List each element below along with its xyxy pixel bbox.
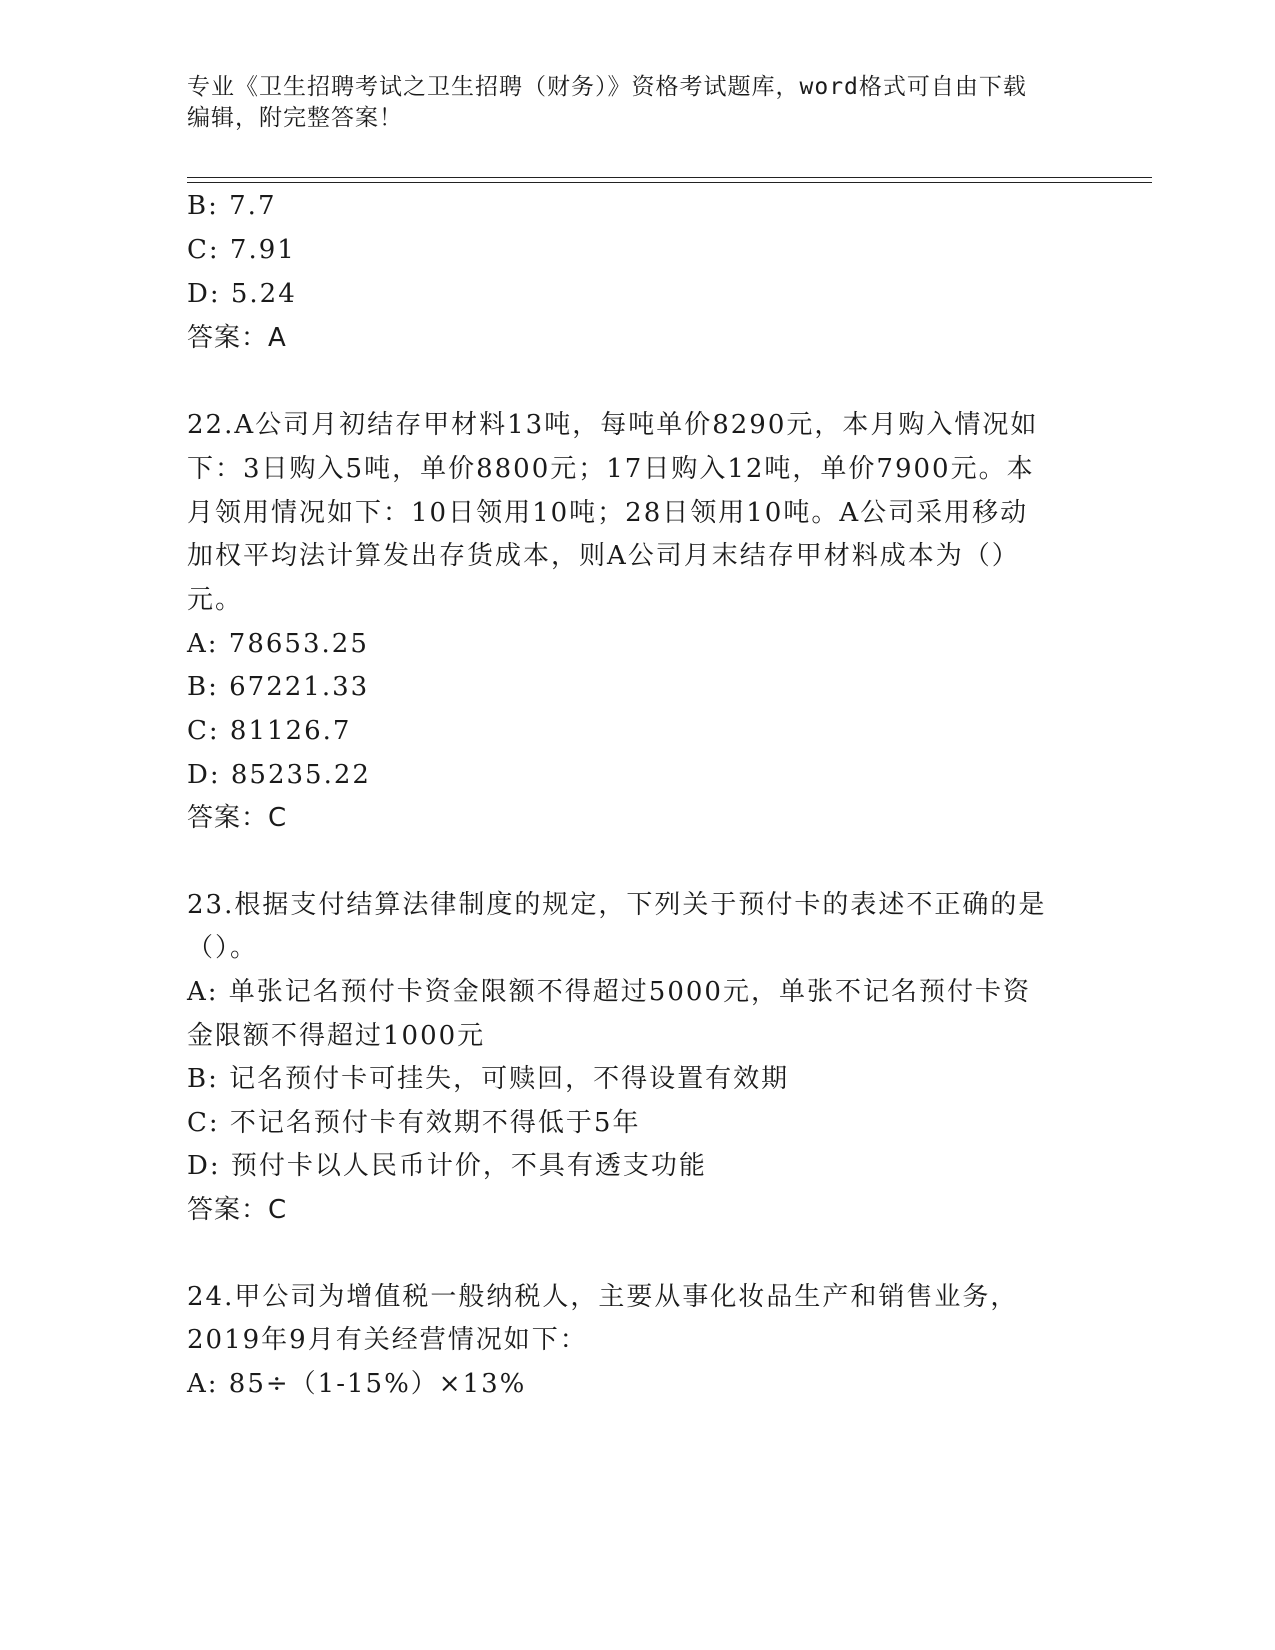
q22-option-b: B: 67221.33 bbox=[187, 672, 370, 702]
q22-option-d: D: 85235.22 bbox=[187, 760, 371, 790]
q22-stem-line-2: 下：3日购入5吨，单价8800元；17日购入12吨，单价7900元。本 bbox=[187, 454, 1035, 484]
header-line-1: 专业《卫生招聘考试之卫生招聘（财务）》资格考试题库，word格式可自由下载 bbox=[187, 74, 1027, 100]
q24-stem-line-2: 2019年9月有关经营情况如下： bbox=[187, 1325, 588, 1355]
q22-stem-line-1: 22.A公司月初结存甲材料13吨，每吨单价8290元，本月购入情况如 bbox=[187, 410, 1039, 440]
q24-option-a: A: 85÷（1-15%）×13% bbox=[187, 1369, 527, 1399]
q22-option-a: A: 78653.25 bbox=[187, 629, 369, 659]
q23-answer: 答案：C bbox=[187, 1195, 288, 1225]
q23-stem-line-2: （）。 bbox=[187, 933, 259, 963]
prev-option-b: B: 7.7 bbox=[187, 191, 277, 221]
q23-option-a-line-1: A: 单张记名预付卡资金限额不得超过5000元，单张不记名预付卡资 bbox=[187, 977, 1031, 1007]
q23-option-b: B: 记名预付卡可挂失，可赎回，不得设置有效期 bbox=[187, 1064, 790, 1094]
q22-answer: 答案：C bbox=[187, 803, 288, 833]
header-divider-top bbox=[187, 177, 1152, 178]
page-header bbox=[187, 72, 1067, 134]
prev-answer: 答案：A bbox=[187, 323, 287, 353]
header-divider-bottom bbox=[187, 182, 1152, 183]
q23-option-d: D: 预付卡以人民币计价，不具有透支功能 bbox=[187, 1151, 707, 1181]
q22-stem-line-5: 元。 bbox=[187, 585, 244, 615]
q23-stem-line-1: 23.根据支付结算法律制度的规定，下列关于预付卡的表述不正确的是 bbox=[187, 890, 1047, 920]
q23-option-a-line-2: 金限额不得超过1000元 bbox=[187, 1021, 486, 1051]
prev-option-d: D: 5.24 bbox=[187, 279, 297, 309]
q22-stem-line-3: 月领用情况如下：10日领用10吨；28日领用10吨。A公司采用移动 bbox=[187, 498, 1029, 528]
q22-stem-line-4: 加权平均法计算发出存货成本，则A公司月末结存甲材料成本为（） bbox=[187, 541, 1020, 571]
q22-option-c: C: 81126.7 bbox=[187, 716, 352, 746]
prev-option-c: C: 7.91 bbox=[187, 235, 296, 265]
header-line-2: 编辑，附完整答案！ bbox=[187, 105, 403, 131]
q23-option-c: C: 不记名预付卡有效期不得低于5年 bbox=[187, 1108, 641, 1138]
q24-stem-line-1: 24.甲公司为增值税一般纳税人，主要从事化妆品生产和销售业务， bbox=[187, 1282, 1019, 1312]
